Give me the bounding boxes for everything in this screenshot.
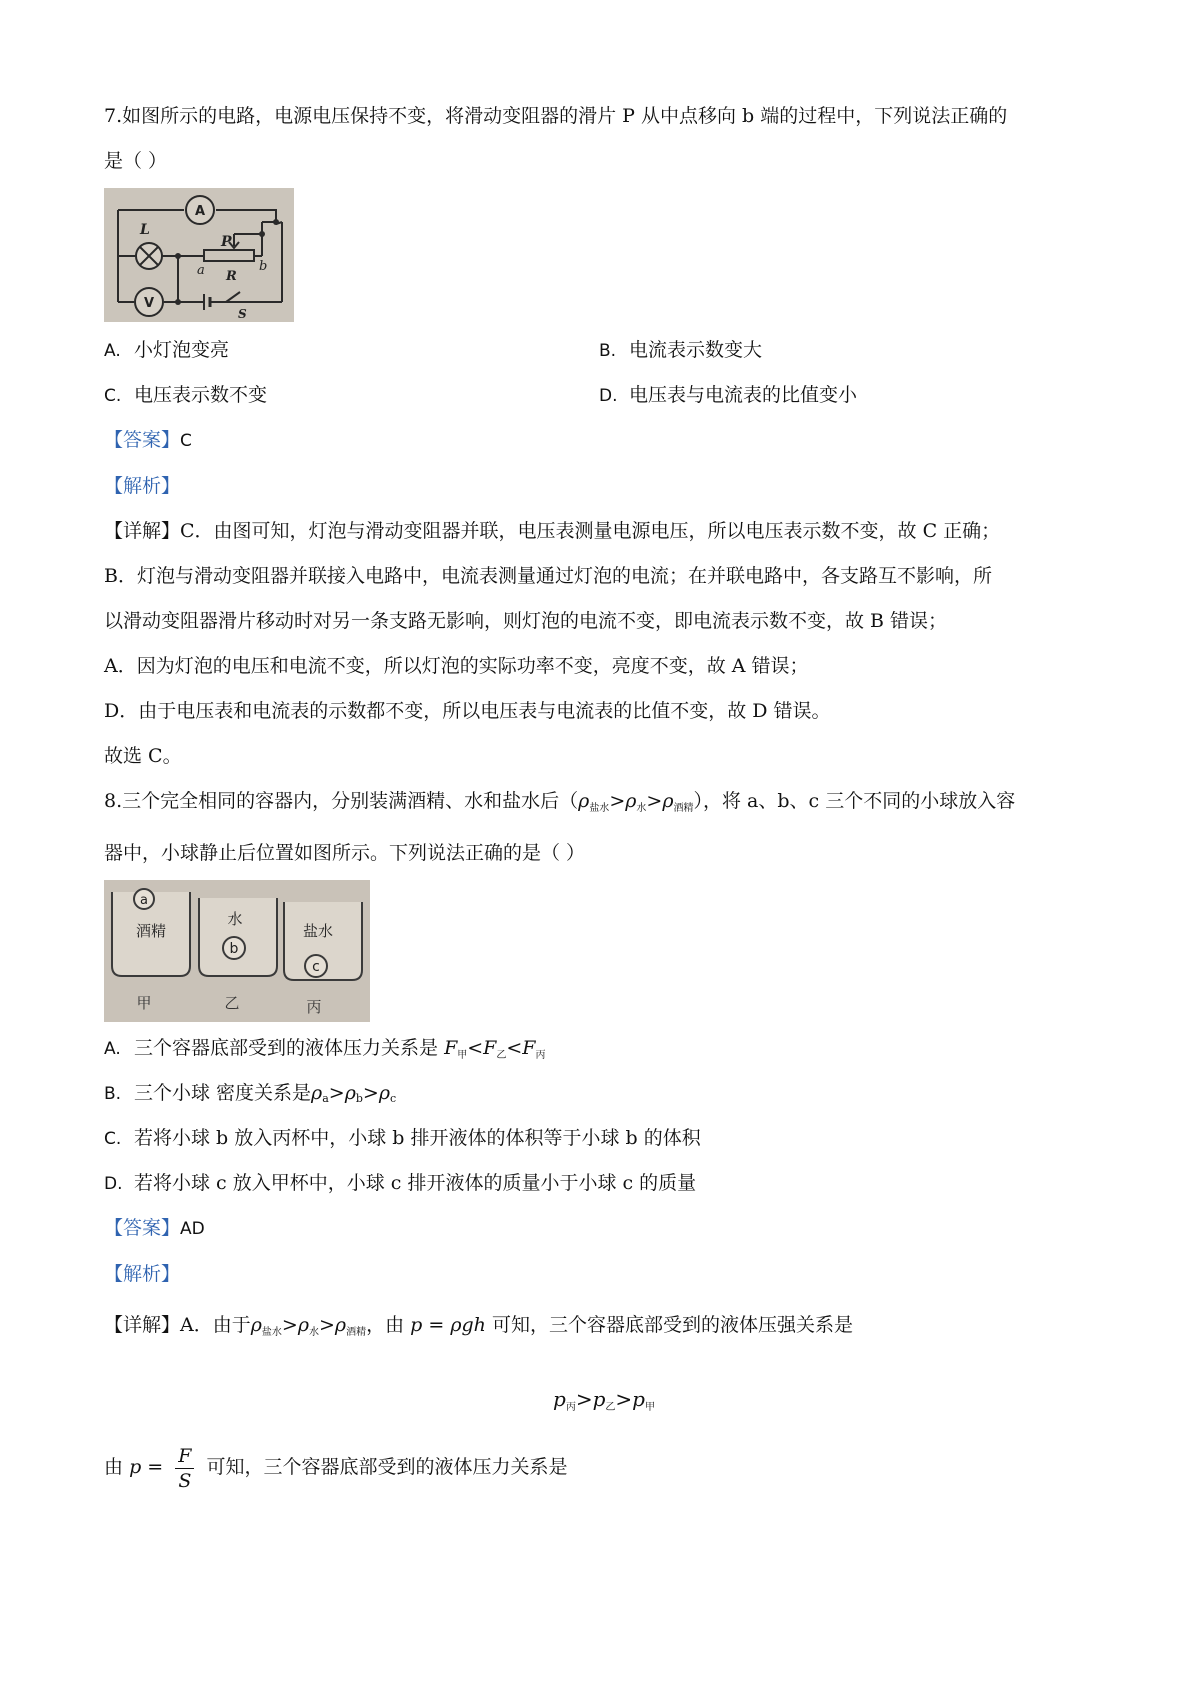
q7-stem-line2: 是（ ） xyxy=(104,150,168,172)
q7-options xyxy=(104,328,1104,418)
q8-stem-line2: 器中，小球静止后位置如图所示。下列说法正确的是（ ） xyxy=(104,842,586,864)
answer-tag: 【答案】 xyxy=(104,1217,181,1239)
q7-detail-line: B．灯泡与滑动变阻器并联接入电路中，电流表测量通过灯泡的电流；在并联电路中，各支路互不影响，所 xyxy=(104,565,992,587)
q7-analysis xyxy=(104,464,1104,509)
lamp-label: L xyxy=(140,222,150,238)
q7-option-a: A. 小灯泡变亮 xyxy=(104,339,230,361)
q8-final-line: 由 p = $\frac{F}{S}$ 可知，三个容器底部受到的液体压力关系是 xyxy=(104,1444,568,1492)
end-b-label: b xyxy=(259,259,268,274)
q7-detail-line: 以滑动变阻器滑片移动时对另一条支路无影响，则灯泡的电流不变，即电流表示数不变，故 B 错误； xyxy=(104,610,948,632)
answer-value: AD xyxy=(180,1219,205,1239)
q7-detail-line: D．由于电压表和电流表的示数都不变，所以电压表与电流表的比值不变，故 D 错误。 xyxy=(104,700,831,722)
q8-answer xyxy=(104,1206,1104,1252)
liquid-1-label: 酒精 xyxy=(135,922,167,940)
document-page xyxy=(104,94,1104,1495)
q8-option-b: B. 三个小球 密度关系是$\rho_a>\rho_b>\rho_c$ xyxy=(104,1082,397,1105)
resistor-label: R xyxy=(226,269,237,284)
liquid-2-label: 水 xyxy=(227,910,243,928)
ammeter-label: A xyxy=(194,204,206,219)
cup-2-label: 乙 xyxy=(224,994,240,1012)
q8-option-c: C. 若将小球 b 放入丙杯中，小球 b 排开液体的体积等于小球 b 的体积 xyxy=(104,1127,701,1149)
analysis-tag: 【解析】 xyxy=(104,475,181,497)
cup-1-label: 甲 xyxy=(136,994,152,1012)
q8-option-a: A. 三个容器底部受到的液体压力关系是 $F_甲<F_乙<F_丙$ xyxy=(104,1037,546,1061)
q8-containers-figure xyxy=(104,880,370,1022)
containers-diagram xyxy=(104,880,370,1022)
switch-label: S xyxy=(238,307,247,321)
cup-3-label: 丙 xyxy=(306,998,322,1016)
ball-b-label: b xyxy=(229,941,239,957)
q7-circuit-figure xyxy=(104,188,294,322)
q7-stem-line1: 7.如图所示的电路，电源电压保持不变，将滑动变阻器的滑片 P 从中点移向 b 端的过程中，下列说法正确的 xyxy=(104,105,1008,127)
slider-label: P xyxy=(221,234,232,250)
q7-detail-line: 【详解】C．由图可知，灯泡与滑动变阻器并联，电压表测量电源电压，所以电压表示数不变，故 C 正确； xyxy=(104,520,1001,542)
end-a-label: a xyxy=(197,263,205,278)
circuit-diagram xyxy=(104,188,294,322)
q8-stem-line1: 8.三个完全相同的容器内，分别装满酒精、水和盐水后$(\rho_{盐水}>\rho_水>\rho_{酒精})$，将 a、b、c 三个不同的小球放入容 xyxy=(104,790,1016,814)
pressure-relation: $p_丙>p_乙>p_甲$ xyxy=(553,1387,655,1413)
q7-detail-line: 故选 C。 xyxy=(104,745,182,767)
q8-detail-line: 【详解】A．由于$\rho_{盐水}>\rho_水>\rho_{酒精}$，由 p = ρgh 可知，三个容器底部受到的液体压强关系是 xyxy=(104,1314,853,1338)
q8-option-d: D. 若将小球 c 放入甲杯中，小球 c 排开液体的质量小于小球 c 的质量 xyxy=(104,1172,697,1194)
q7-option-c: C. 电压表示数不变 xyxy=(104,384,268,406)
q7-option-d: D. 电压表与电流表的比值变小 xyxy=(599,384,858,406)
fraction-f-over-s: $\frac{F}{S}$ xyxy=(175,1444,194,1493)
formula-p-rho-g-h: p = ρgh xyxy=(410,1314,486,1336)
q7-option-b: B. 电流表示数变大 xyxy=(599,339,763,361)
ball-c-label: c xyxy=(312,959,320,975)
ball-a-label: a xyxy=(140,893,148,908)
voltmeter-label: V xyxy=(143,296,155,311)
q7-answer xyxy=(104,418,1104,464)
q8-analysis xyxy=(104,1252,1104,1297)
answer-value: C xyxy=(180,431,192,451)
answer-tag: 【答案】 xyxy=(104,429,181,451)
liquid-3-label: 盐水 xyxy=(302,922,334,940)
analysis-tag: 【解析】 xyxy=(104,1263,181,1285)
q7-detail-line: A．因为灯泡的电压和电流不变，所以灯泡的实际功率不变，亮度不变，故 A 错误； xyxy=(104,655,809,677)
